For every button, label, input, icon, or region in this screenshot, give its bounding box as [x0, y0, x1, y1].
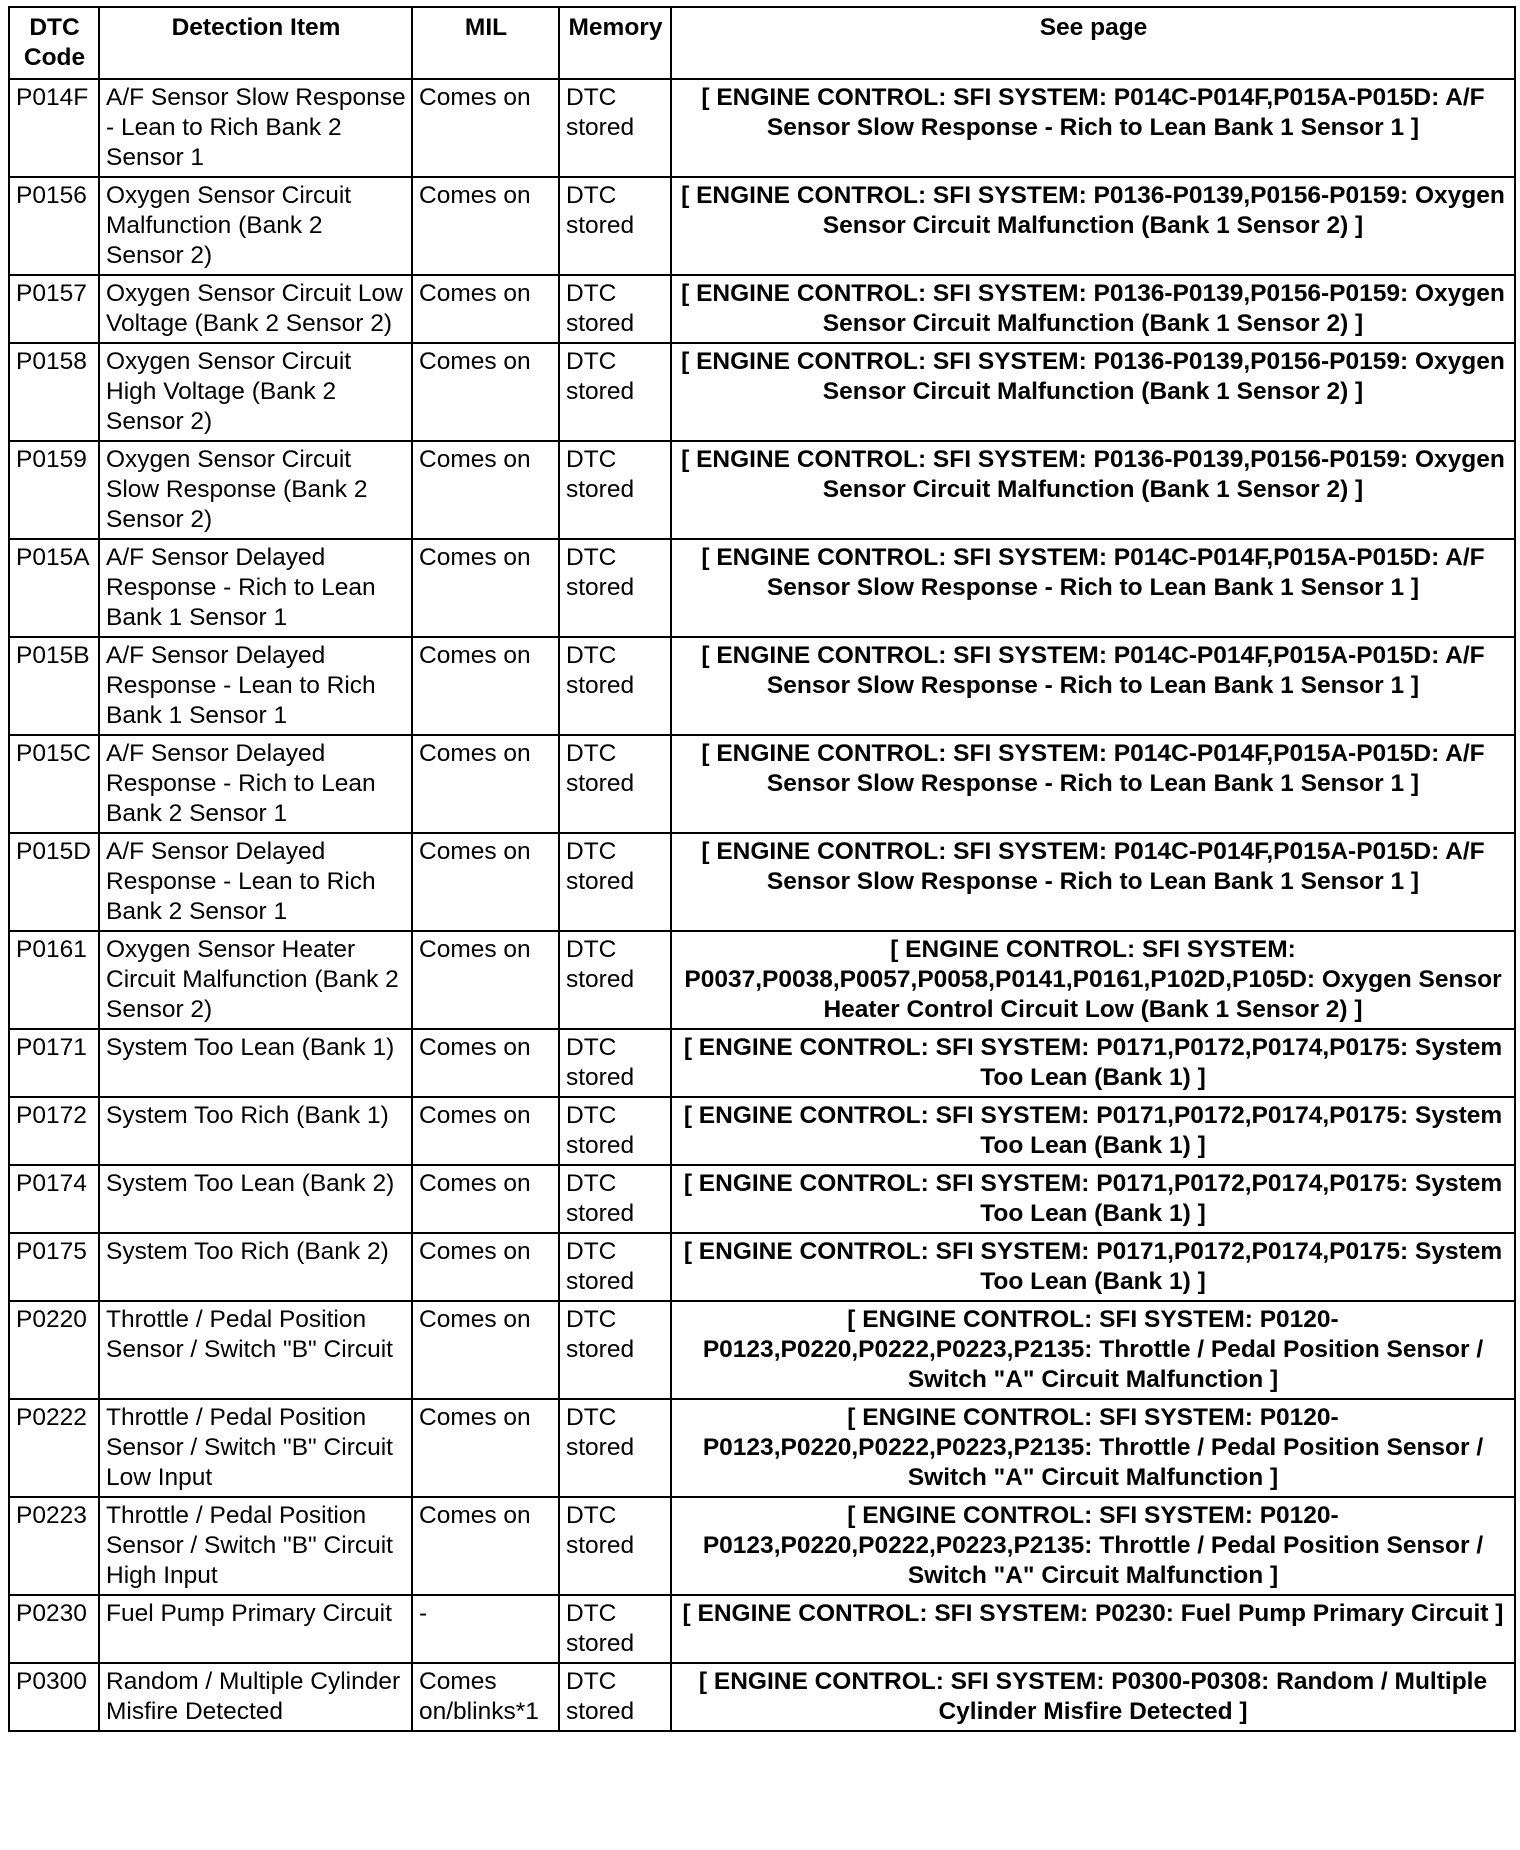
memory-cell: DTC stored: [559, 275, 671, 343]
mil-cell: Comes on: [412, 833, 559, 931]
header-memory: Memory: [559, 7, 671, 79]
mil-cell: Comes on: [412, 441, 559, 539]
detection-item-cell: Oxygen Sensor Heater Circuit Malfunction (Bank 2 Sensor 2): [99, 931, 412, 1029]
table-row: [9, 1301, 1515, 1399]
detection-item-cell: Oxygen Sensor Circuit High Voltage (Bank 2 Sensor 2): [99, 343, 412, 441]
memory-cell: DTC stored: [559, 1497, 671, 1595]
mil-cell: Comes on: [412, 275, 559, 343]
dtc-code-cell: P0174: [9, 1165, 99, 1233]
table-header: [9, 7, 1515, 79]
table-row: [9, 79, 1515, 177]
dtc-code-cell: P015D: [9, 833, 99, 931]
table-row: [9, 1097, 1515, 1165]
memory-cell: DTC stored: [559, 343, 671, 441]
see-page-link[interactable]: [ ENGINE CONTROL: SFI SYSTEM: P0171,P0172,P0174,P0175: System Too Lean (Bank 1) ]: [671, 1165, 1515, 1233]
table-row: [9, 1029, 1515, 1097]
detection-item-cell: System Too Lean (Bank 1): [99, 1029, 412, 1097]
mil-cell: Comes on: [412, 1097, 559, 1165]
see-page-link[interactable]: [ ENGINE CONTROL: SFI SYSTEM: P0136-P0139,P0156-P0159: Oxygen Sensor Circuit Malfunction (Bank 1 Sensor 2) ]: [671, 275, 1515, 343]
table-row: [9, 441, 1515, 539]
memory-cell: DTC stored: [559, 79, 671, 177]
table-row: [9, 1165, 1515, 1233]
dtc-code-cell: P015B: [9, 637, 99, 735]
detection-item-cell: Fuel Pump Primary Circuit: [99, 1595, 412, 1663]
see-page-link[interactable]: [ ENGINE CONTROL: SFI SYSTEM: P014C-P014F,P015A-P015D: A/F Sensor Slow Response - Rich to Lean Bank 1 Sensor 1 ]: [671, 79, 1515, 177]
mil-cell: Comes on: [412, 177, 559, 275]
see-page-link[interactable]: [ ENGINE CONTROL: SFI SYSTEM: P0136-P0139,P0156-P0159: Oxygen Sensor Circuit Malfunction (Bank 1 Sensor 2) ]: [671, 343, 1515, 441]
dtc-code-cell: P0300: [9, 1663, 99, 1731]
dtc-code-cell: P0161: [9, 931, 99, 1029]
table-row: [9, 177, 1515, 275]
dtc-table: [8, 6, 1516, 1732]
dtc-code-cell: P0159: [9, 441, 99, 539]
dtc-code-cell: P014F: [9, 79, 99, 177]
detection-item-cell: Throttle / Pedal Position Sensor / Switch "B" Circuit High Input: [99, 1497, 412, 1595]
memory-cell: DTC stored: [559, 1595, 671, 1663]
table-row: [9, 1497, 1515, 1595]
table-row: [9, 931, 1515, 1029]
memory-cell: DTC stored: [559, 539, 671, 637]
see-page-link[interactable]: [ ENGINE CONTROL: SFI SYSTEM: P0120-P0123,P0220,P0222,P0223,P2135: Throttle / Pedal Position Sensor / Switch "A" Circuit Malfunction ]: [671, 1301, 1515, 1399]
dtc-code-cell: P0222: [9, 1399, 99, 1497]
see-page-link[interactable]: [ ENGINE CONTROL: SFI SYSTEM: P0037,P0038,P0057,P0058,P0141,P0161,P102D,P105D: Oxygen Sensor Heater Control Circuit Low (Bank 1 Sensor 2) ]: [671, 931, 1515, 1029]
table-row: [9, 1399, 1515, 1497]
mil-cell: Comes on: [412, 1399, 559, 1497]
dtc-code-cell: P0157: [9, 275, 99, 343]
see-page-link[interactable]: [ ENGINE CONTROL: SFI SYSTEM: P014C-P014F,P015A-P015D: A/F Sensor Slow Response - Rich to Lean Bank 1 Sensor 1 ]: [671, 833, 1515, 931]
mil-cell: Comes on: [412, 637, 559, 735]
detection-item-cell: Random / Multiple Cylinder Misfire Detected: [99, 1663, 412, 1731]
mil-cell: Comes on: [412, 931, 559, 1029]
header-dtc-code: DTC Code: [9, 7, 99, 79]
dtc-code-cell: P0158: [9, 343, 99, 441]
see-page-link[interactable]: [ ENGINE CONTROL: SFI SYSTEM: P0136-P0139,P0156-P0159: Oxygen Sensor Circuit Malfunction (Bank 1 Sensor 2) ]: [671, 177, 1515, 275]
see-page-link[interactable]: [ ENGINE CONTROL: SFI SYSTEM: P0120-P0123,P0220,P0222,P0223,P2135: Throttle / Pedal Position Sensor / Switch "A" Circuit Malfunction ]: [671, 1497, 1515, 1595]
mil-cell: -: [412, 1595, 559, 1663]
detection-item-cell: Oxygen Sensor Circuit Low Voltage (Bank 2 Sensor 2): [99, 275, 412, 343]
detection-item-cell: System Too Rich (Bank 2): [99, 1233, 412, 1301]
memory-cell: DTC stored: [559, 441, 671, 539]
table-row: [9, 637, 1515, 735]
see-page-link[interactable]: [ ENGINE CONTROL: SFI SYSTEM: P0171,P0172,P0174,P0175: System Too Lean (Bank 1) ]: [671, 1097, 1515, 1165]
dtc-code-cell: P0172: [9, 1097, 99, 1165]
detection-item-cell: System Too Rich (Bank 1): [99, 1097, 412, 1165]
memory-cell: DTC stored: [559, 735, 671, 833]
mil-cell: Comes on: [412, 735, 559, 833]
table-row: [9, 735, 1515, 833]
detection-item-cell: A/F Sensor Delayed Response - Lean to Rich Bank 1 Sensor 1: [99, 637, 412, 735]
dtc-code-cell: P0230: [9, 1595, 99, 1663]
memory-cell: DTC stored: [559, 1233, 671, 1301]
table-body: [9, 79, 1515, 1731]
memory-cell: DTC stored: [559, 1029, 671, 1097]
see-page-link[interactable]: [ ENGINE CONTROL: SFI SYSTEM: P014C-P014F,P015A-P015D: A/F Sensor Slow Response - Rich to Lean Bank 1 Sensor 1 ]: [671, 637, 1515, 735]
see-page-link[interactable]: [ ENGINE CONTROL: SFI SYSTEM: P0171,P0172,P0174,P0175: System Too Lean (Bank 1) ]: [671, 1233, 1515, 1301]
detection-item-cell: Throttle / Pedal Position Sensor / Switch "B" Circuit: [99, 1301, 412, 1399]
detection-item-cell: A/F Sensor Delayed Response - Rich to Lean Bank 2 Sensor 1: [99, 735, 412, 833]
dtc-code-cell: P0220: [9, 1301, 99, 1399]
table-row: [9, 539, 1515, 637]
mil-cell: Comes on: [412, 343, 559, 441]
table-row: [9, 275, 1515, 343]
mil-cell: Comes on: [412, 1497, 559, 1595]
detection-item-cell: A/F Sensor Delayed Response - Lean to Rich Bank 2 Sensor 1: [99, 833, 412, 931]
dtc-code-cell: P015C: [9, 735, 99, 833]
dtc-code-cell: P0156: [9, 177, 99, 275]
mil-cell: Comes on/blinks*1: [412, 1663, 559, 1731]
dtc-code-cell: P0223: [9, 1497, 99, 1595]
detection-item-cell: A/F Sensor Delayed Response - Rich to Lean Bank 1 Sensor 1: [99, 539, 412, 637]
memory-cell: DTC stored: [559, 1301, 671, 1399]
see-page-link[interactable]: [ ENGINE CONTROL: SFI SYSTEM: P0120-P0123,P0220,P0222,P0223,P2135: Throttle / Pedal Position Sensor / Switch "A" Circuit Malfunction ]: [671, 1399, 1515, 1497]
mil-cell: Comes on: [412, 539, 559, 637]
see-page-link[interactable]: [ ENGINE CONTROL: SFI SYSTEM: P0230: Fuel Pump Primary Circuit ]: [671, 1595, 1515, 1663]
memory-cell: DTC stored: [559, 931, 671, 1029]
memory-cell: DTC stored: [559, 637, 671, 735]
memory-cell: DTC stored: [559, 1165, 671, 1233]
detection-item-cell: Oxygen Sensor Circuit Slow Response (Bank 2 Sensor 2): [99, 441, 412, 539]
header-see-page: See page: [671, 7, 1515, 79]
memory-cell: DTC stored: [559, 1399, 671, 1497]
table-row: [9, 1663, 1515, 1731]
memory-cell: DTC stored: [559, 1663, 671, 1731]
table-row: [9, 1595, 1515, 1663]
memory-cell: DTC stored: [559, 833, 671, 931]
mil-cell: Comes on: [412, 79, 559, 177]
see-page-link[interactable]: [ ENGINE CONTROL: SFI SYSTEM: P014C-P014F,P015A-P015D: A/F Sensor Slow Response - Rich to Lean Bank 1 Sensor 1 ]: [671, 735, 1515, 833]
header-detection-item: Detection Item: [99, 7, 412, 79]
detection-item-cell: A/F Sensor Slow Response - Lean to Rich Bank 2 Sensor 1: [99, 79, 412, 177]
header-mil: MIL: [412, 7, 559, 79]
dtc-code-cell: P0171: [9, 1029, 99, 1097]
mil-cell: Comes on: [412, 1029, 559, 1097]
table-row: [9, 343, 1515, 441]
mil-cell: Comes on: [412, 1301, 559, 1399]
table-row: [9, 833, 1515, 931]
see-page-link[interactable]: [ ENGINE CONTROL: SFI SYSTEM: P0300-P0308: Random / Multiple Cylinder Misfire Detected ]: [671, 1663, 1515, 1731]
see-page-link[interactable]: [ ENGINE CONTROL: SFI SYSTEM: P014C-P014F,P015A-P015D: A/F Sensor Slow Response - Rich to Lean Bank 1 Sensor 1 ]: [671, 539, 1515, 637]
mil-cell: Comes on: [412, 1165, 559, 1233]
mil-cell: Comes on: [412, 1233, 559, 1301]
memory-cell: DTC stored: [559, 1097, 671, 1165]
detection-item-cell: Oxygen Sensor Circuit Malfunction (Bank 2 Sensor 2): [99, 177, 412, 275]
detection-item-cell: System Too Lean (Bank 2): [99, 1165, 412, 1233]
memory-cell: DTC stored: [559, 177, 671, 275]
detection-item-cell: Throttle / Pedal Position Sensor / Switch "B" Circuit Low Input: [99, 1399, 412, 1497]
see-page-link[interactable]: [ ENGINE CONTROL: SFI SYSTEM: P0136-P0139,P0156-P0159: Oxygen Sensor Circuit Malfunction (Bank 1 Sensor 2) ]: [671, 441, 1515, 539]
see-page-link[interactable]: [ ENGINE CONTROL: SFI SYSTEM: P0171,P0172,P0174,P0175: System Too Lean (Bank 1) ]: [671, 1029, 1515, 1097]
table-row: [9, 1233, 1515, 1301]
dtc-code-cell: P0175: [9, 1233, 99, 1301]
dtc-code-cell: P015A: [9, 539, 99, 637]
header-row: [9, 7, 1515, 79]
